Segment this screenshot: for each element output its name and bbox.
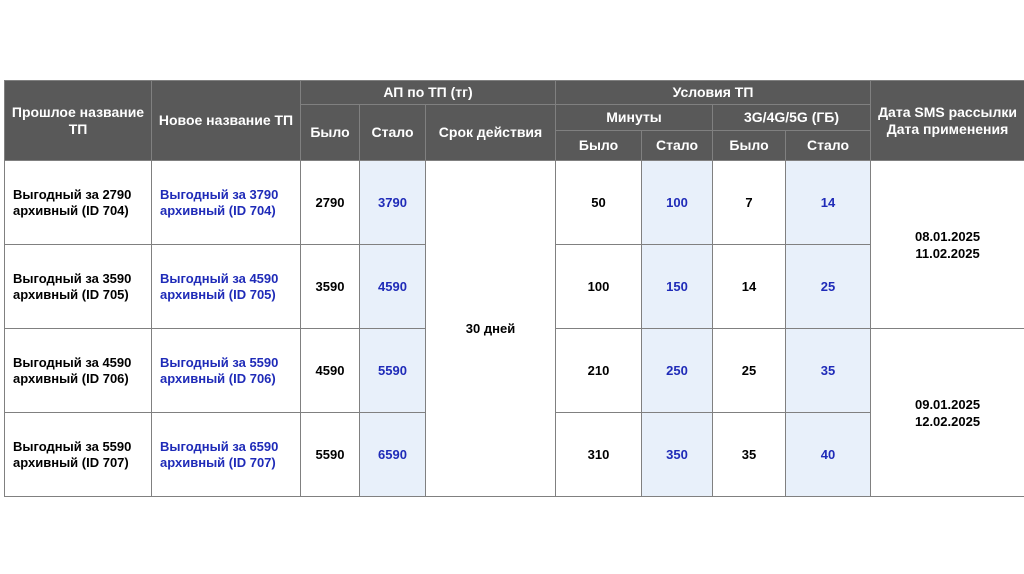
header-minutes-was: Было [556, 131, 642, 161]
old-tariff-name: Выгодный за 4590 архивный (ID 706) [5, 329, 152, 413]
apply-date: 12.02.2025 [914, 413, 981, 429]
apply-date: 11.02.2025 [915, 245, 980, 261]
header-old-name: Прошлое название ТП [5, 81, 152, 161]
minutes-was-value: 100 [556, 245, 642, 329]
data-was-value: 7 [713, 161, 786, 245]
ap-was-value: 3590 [301, 245, 360, 329]
sms-date: 09.01.2025 [914, 396, 981, 412]
data-became-value: 35 [786, 329, 871, 413]
minutes-was-value: 210 [556, 329, 642, 413]
minutes-was-value: 310 [556, 413, 642, 497]
header-minutes: Минуты [556, 105, 713, 131]
new-tariff-name: Выгодный за 4590 архивный (ID 705) [152, 245, 301, 329]
header-data: 3G/4G/5G (ГБ) [713, 105, 871, 131]
header-minutes-became: Стало [642, 131, 713, 161]
ap-became-value: 5590 [360, 329, 426, 413]
table-header [5, 81, 1024, 161]
new-tariff-name: Выгодный за 6590 архивный (ID 707) [152, 413, 301, 497]
old-tariff-name: Выгодный за 3590 архивный (ID 705) [5, 245, 152, 329]
ap-was-value: 5590 [301, 413, 360, 497]
data-became-value: 14 [786, 161, 871, 245]
data-became-value: 40 [786, 413, 871, 497]
minutes-became-value: 150 [642, 245, 713, 329]
header-new-name: Новое название ТП [152, 81, 301, 161]
new-tariff-name: Выгодный за 5590 архивный (ID 706) [152, 329, 301, 413]
old-tariff-name: Выгодный за 5590 архивный (ID 707) [5, 413, 152, 497]
data-became-value: 25 [786, 245, 871, 329]
minutes-became-value: 100 [642, 161, 713, 245]
table-body [5, 161, 1024, 497]
sms-date-group-1 [871, 161, 1024, 329]
header-validity: Срок действия [426, 105, 556, 161]
minutes-became-value: 250 [642, 329, 713, 413]
table-row [5, 161, 1024, 245]
data-was-value: 14 [713, 245, 786, 329]
data-was-value: 25 [713, 329, 786, 413]
header-sms-date: Дата SMS рассылки Дата применения [871, 81, 1024, 161]
sms-date: 08.01.2025 [914, 228, 981, 244]
header-ap-became: Стало [360, 105, 426, 161]
new-tariff-name: Выгодный за 3790 архивный (ID 704) [152, 161, 301, 245]
validity-value: 30 дней [426, 161, 556, 497]
header-conditions-group: Условия ТП [556, 81, 871, 105]
ap-was-value: 4590 [301, 329, 360, 413]
ap-was-value: 2790 [301, 161, 360, 245]
tariff-change-table [4, 80, 1024, 497]
ap-became-value: 6590 [360, 413, 426, 497]
header-ap-group: АП по ТП (тг) [301, 81, 556, 105]
header-data-was: Было [713, 131, 786, 161]
minutes-was-value: 50 [556, 161, 642, 245]
header-ap-was: Было [301, 105, 360, 161]
header-data-became: Стало [786, 131, 871, 161]
ap-became-value: 3790 [360, 161, 426, 245]
sms-date-group-2 [871, 329, 1024, 497]
minutes-became-value: 350 [642, 413, 713, 497]
old-tariff-name: Выгодный за 2790 архивный (ID 704) [5, 161, 152, 245]
ap-became-value: 4590 [360, 245, 426, 329]
data-was-value: 35 [713, 413, 786, 497]
